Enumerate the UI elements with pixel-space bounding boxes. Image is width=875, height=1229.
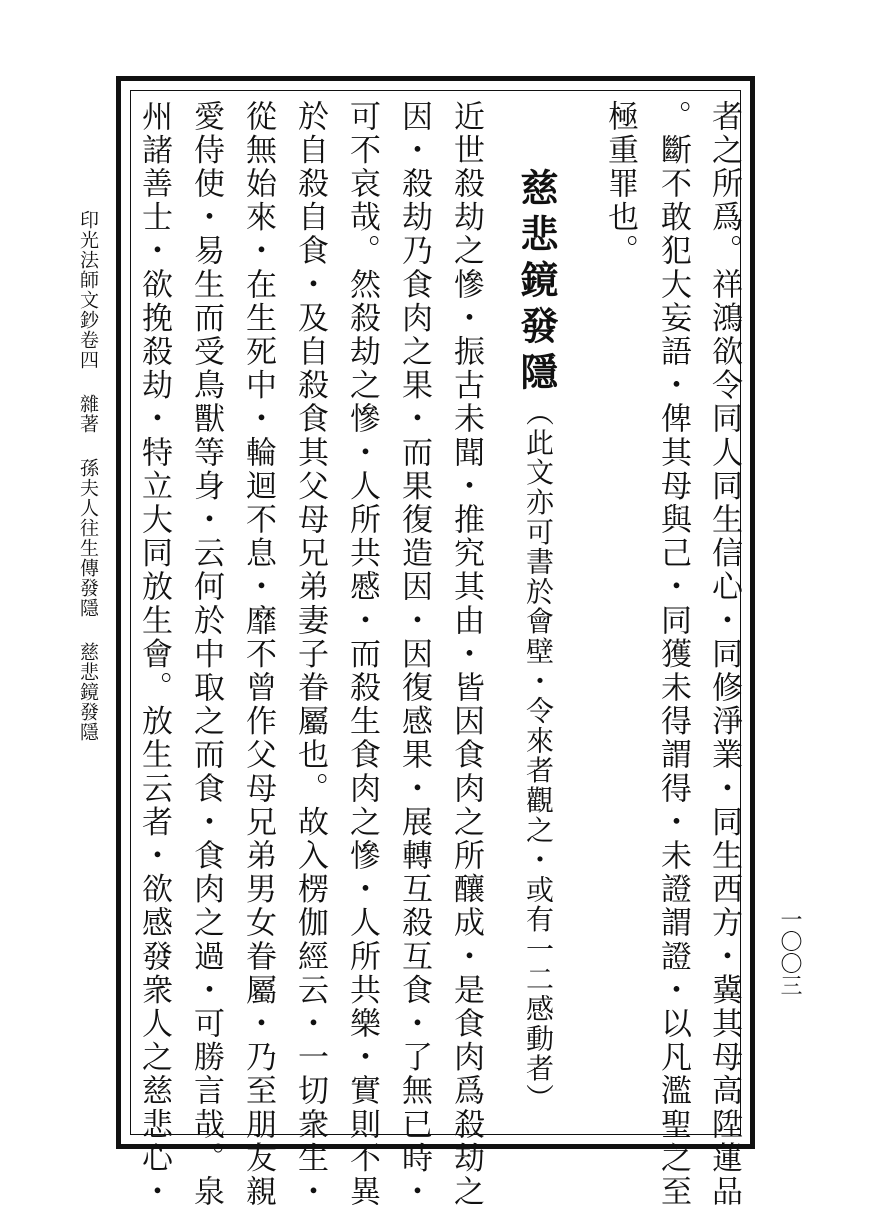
- margin-running-head: [78, 210, 97, 742]
- section-subtitle: （此文亦可書於會壁・令來者觀之・或有一二感動者）: [522, 398, 555, 1114]
- text-column-7: 可不哀哉。然殺劫之慘・人所共慼・而殺生食肉之慘・人所共樂・實則不異: [344, 100, 380, 1209]
- text-column-9: 從無始來・在生死中・輪迴不息・靡不曾作父母兄弟男女眷屬・乃至朋友親: [240, 100, 276, 1209]
- text-column-1: 者之所爲。祥鴻欲令同人同生信心・同修淨業・同生西方・冀其母高陞蓮品: [706, 100, 742, 1209]
- text-column-8: 於自殺自食・及自殺食其父母兄弟妻子眷屬也。故入楞伽經云・一切衆生・: [292, 100, 328, 1209]
- text-column-6: 因・殺劫乃食肉之果・而果復造因・因復感果・展轉互殺互食・了無已時・: [396, 100, 432, 1209]
- text-column-5: 近世殺劫之慘・振古未聞・推究其由・皆因食肉之所釀成・是食肉爲殺劫之: [448, 100, 484, 1209]
- book-title: 印光法師文鈔卷四: [77, 210, 99, 370]
- text-column-2: 。斷不敢犯大妄語・俾其母與己・同獲未得謂得・未證謂證・以凡濫聖之至: [655, 100, 691, 1209]
- text-column-11: 州諸善士・欲挽殺劫・特立大同放生會。放生云者・欲感發衆人之慈悲心・: [136, 100, 172, 1209]
- text-column-3: 極重罪也。: [602, 100, 638, 268]
- category-label: 雜著: [77, 394, 99, 434]
- article-title-2: 慈悲鏡發隱: [77, 642, 99, 742]
- section-title: 慈悲鏡發隱: [514, 168, 559, 398]
- page-number: 一〇〇三: [777, 908, 802, 996]
- text-column-10: 愛侍使・易生而受鳥獸等身・云何於中取之而食・食肉之過・可勝言哉。泉: [188, 100, 224, 1209]
- article-title-1: 孫夫人往生傳發隱: [77, 458, 99, 618]
